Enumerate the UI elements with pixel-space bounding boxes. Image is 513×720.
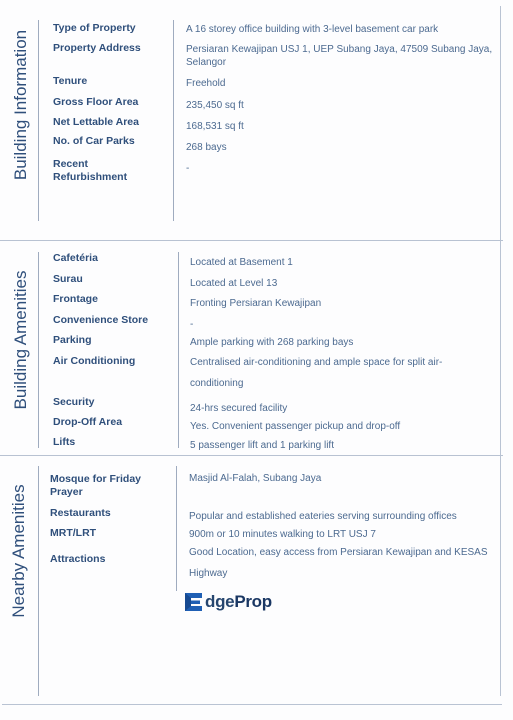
field-value: Freehold	[186, 78, 226, 89]
field-label: Restaurants	[50, 507, 111, 519]
column-rule	[173, 20, 174, 221]
column-rule	[176, 466, 177, 591]
edgeprop-e-logo-icon	[182, 591, 204, 613]
logo-text-prop: Prop	[234, 592, 272, 611]
field-value: 900m or 10 minutes walking to LRT USJ 7	[189, 529, 376, 540]
field-value: -	[190, 319, 194, 330]
field-label: Parking	[53, 334, 92, 346]
field-value: Ample parking with 268 parking bays	[190, 337, 354, 348]
field-value: Located at Basement 1	[190, 257, 293, 268]
field-value: -	[186, 163, 190, 174]
document-page: Building Information Building Amenities Nearby Amenities Type of Property A 16 storey office building with 3-level basement car park Property Address Persiaran Kewajipan USJ 1, UEP Subang Jaya, 47509 Subang Jaya, Selangor Tenure Freehold Gross Floor Area 235,450 sq ft Net Lettable Area 168,531 sq ft No. of Car Parks 268 bays Recent Refurbishment - Cafetéria Located at Basement 1 Surau Located at Level 13 Frontage Fronting Persiaran Kewajipan Convenience Store - Parking Ample parking with 268 parking bays Air Conditioning Centralised air-conditioning and ample space for split air-conditioning Security 24-hrs secured facility Drop-Off Area Yes. Convenient passenger pickup and drop-off Lifts 5 passenger lift and 1 parking lift Mosque for Friday Prayer Masjid Al-Falah, Subang Jaya Restaurants Popular and established eateries serving surrounding offices MRT/LRT 900m or 10 minutes walking to LRT USJ 7 Attractions Good Location, easy access from Persiaran Kewajipan and KESAS Highway dge Prop	[0, 0, 513, 720]
page-border-bottom	[2, 704, 502, 705]
field-value: 168,531 sq ft	[186, 121, 244, 132]
field-label: Convenience Store	[53, 314, 149, 326]
field-label: Frontage	[53, 293, 98, 305]
field-value: Good Location, easy access from Persiaran Kewajipan and KESAS Highway	[189, 547, 488, 579]
field-label: MRT/LRT	[50, 527, 97, 539]
field-label: Tenure	[53, 75, 88, 87]
field-label: Lifts	[53, 436, 76, 448]
section-divider	[0, 455, 503, 456]
field-label: Security	[53, 396, 95, 408]
section-divider	[0, 240, 503, 241]
field-label: Gross Floor Area	[53, 96, 139, 108]
field-value: Located at Level 13	[190, 278, 278, 289]
field-value: Fronting Persiaran Kewajipan	[190, 298, 322, 309]
section-rule	[38, 20, 39, 221]
field-value: Popular and established eateries serving surrounding offices	[189, 511, 457, 522]
column-rule	[178, 252, 179, 448]
field-value: A 16 storey office building with 3-level basement car park	[186, 24, 439, 35]
field-label: Surau	[53, 273, 83, 285]
field-value: Yes. Convenient passenger pickup and drop-off	[190, 421, 401, 432]
page-border-right	[500, 6, 501, 696]
section-rule	[38, 466, 39, 696]
field-value: Centralised air-conditioning and ample space for split air-conditioning	[190, 357, 443, 389]
field-value: 24-hrs secured facility	[190, 403, 288, 414]
field-value: 235,450 sq ft	[186, 100, 244, 111]
field-value: Persiaran Kewajipan USJ 1, UEP Subang Jaya, 47509 Subang Jaya, Selangor	[186, 44, 493, 68]
field-label: Drop-Off Area	[53, 416, 123, 428]
field-label: Type of Property	[53, 22, 136, 34]
field-value: Masjid Al-Falah, Subang Jaya	[189, 473, 322, 484]
field-value: 5 passenger lift and 1 parking lift	[190, 440, 334, 451]
field-label: Property Address	[53, 42, 141, 54]
edgeprop-logo	[182, 589, 272, 615]
field-label: Cafetéria	[53, 252, 98, 264]
field-label: Net Lettable Area	[53, 116, 139, 128]
logo-text-dge: dge	[205, 592, 235, 611]
section-rule	[38, 252, 39, 448]
field-label: Attractions	[50, 553, 106, 565]
field-label: Air Conditioning	[53, 355, 136, 367]
field-label: No. of Car Parks	[53, 135, 135, 147]
field-label: Mosque for Friday Prayer	[50, 473, 142, 498]
field-label: Recent Refurbishment	[53, 158, 128, 183]
field-value: 268 bays	[186, 142, 227, 153]
